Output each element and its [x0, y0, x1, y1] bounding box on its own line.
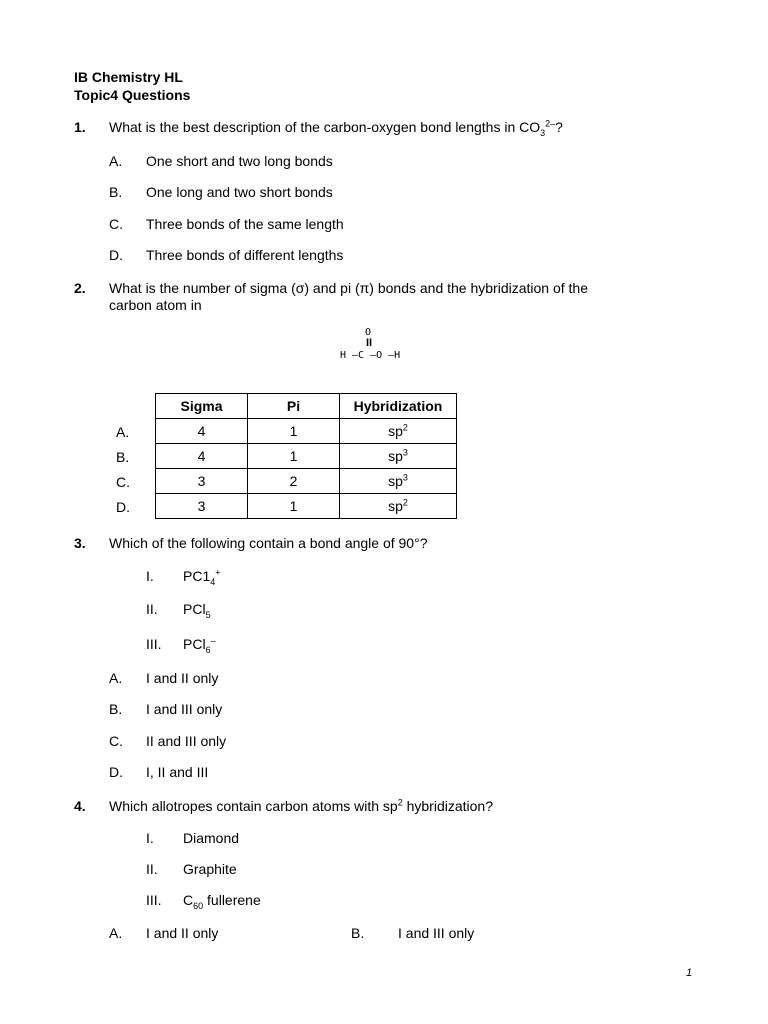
q4-option-letter: A. [109, 925, 123, 941]
formula-subscript: 60 [193, 900, 204, 911]
formula-superscript: + [215, 567, 221, 578]
formula-superscript: – [210, 635, 216, 646]
question-4-end: hybridization? [402, 798, 493, 814]
q3-option-text: I and III only [146, 701, 223, 717]
hybridization-cell [340, 469, 457, 494]
table-row-letter: C. [116, 474, 130, 490]
formula-base: PC1 [183, 568, 211, 584]
formula-subscript: 4 [210, 576, 216, 587]
hybridization-cell [340, 444, 457, 469]
question-4-number: 4. [74, 798, 86, 814]
question-2-number: 2. [74, 280, 86, 296]
table-row [156, 419, 457, 444]
hybridization-cell [340, 494, 457, 519]
hybridization-cell [340, 419, 457, 444]
formula-base: PCl [183, 601, 206, 617]
q1-option-text: One short and two long bonds [146, 153, 333, 169]
q4-option-letter: B. [351, 925, 365, 941]
q3-option-letter: C. [109, 733, 123, 749]
q1-option-letter: B. [109, 184, 123, 200]
hybridization-superscript: 2 [402, 422, 408, 433]
hybridization-superscript: 2 [402, 497, 408, 508]
q3-item-roman: I. [146, 568, 154, 584]
q3-option-text: I, II and III [146, 764, 209, 780]
document-title: IB Chemistry HL [74, 69, 183, 85]
table-row-letter: B. [116, 449, 130, 465]
hybridization-base: sp [388, 473, 403, 489]
question-3-number: 3. [74, 535, 86, 551]
hybridization-base: sp [388, 448, 403, 464]
bonding-options-table [155, 393, 457, 519]
question-1-end: ? [555, 119, 563, 135]
table-row-letter: D. [116, 499, 130, 515]
question-2-text-line1: What is the number of sigma (σ) and pi (π) bonds and the hybridization of the [109, 280, 588, 296]
q4-option-text: I and II only [146, 925, 219, 941]
question-1-stem: What is the best description of the carbon-oxygen bond lengths in CO [109, 119, 541, 135]
question-4-superscript: 2 [397, 797, 403, 808]
table-header-row [156, 394, 457, 419]
formula-base: PCl [183, 636, 206, 652]
formula-subscript: 6 [205, 644, 211, 655]
sigma-cell: 3 [156, 469, 248, 494]
formula-suffix: fullerene [203, 892, 261, 908]
question-2-text-line2: carbon atom in [109, 297, 202, 313]
q4-item-roman: III. [146, 892, 162, 908]
pi-cell: 1 [248, 494, 340, 519]
q3-option-text: I and II only [146, 670, 219, 686]
pi-cell: 2 [248, 469, 340, 494]
table-row [156, 444, 457, 469]
page-number: 1 [686, 967, 693, 979]
molecule-main-chain: H —C —O —H [340, 350, 401, 361]
q1-option-text: Three bonds of the same length [146, 216, 344, 232]
sigma-cell: 4 [156, 419, 248, 444]
pi-cell: 1 [248, 444, 340, 469]
sigma-cell: 3 [156, 494, 248, 519]
q3-option-letter: A. [109, 670, 123, 686]
table-header-hybridization: Hybridization [340, 394, 457, 419]
q3-item-formula [183, 601, 211, 620]
q1-option-text: Three bonds of different lengths [146, 247, 344, 263]
question-1-subscript: 3 [540, 127, 546, 138]
molecule-top-oxygen: O [365, 327, 372, 338]
question-4-stem: Which allotropes contain carbon atoms with sp [109, 798, 398, 814]
molecule-double-bond: II [366, 337, 373, 349]
formula-subscript: 5 [205, 609, 211, 620]
formula-base: C [183, 892, 194, 908]
q3-option-letter: D. [109, 764, 123, 780]
pi-cell: 1 [248, 419, 340, 444]
q1-option-text: One long and two short bonds [146, 184, 333, 200]
table-header-pi: Pi [248, 394, 340, 419]
table-header-sigma: Sigma [156, 394, 248, 419]
hybridization-base: sp [388, 498, 403, 514]
hybridization-base: sp [388, 423, 403, 439]
q3-item-formula [183, 635, 216, 655]
q4-item-text: Diamond [183, 830, 240, 846]
table-row-letter: A. [116, 424, 130, 440]
table-row [156, 494, 457, 519]
q3-item-roman: III. [146, 636, 162, 652]
q4-option-text: I and III only [398, 925, 475, 941]
document-subtitle: Topic4 Questions [74, 87, 191, 103]
hybridization-superscript: 3 [402, 447, 408, 458]
q1-option-letter: D. [109, 247, 123, 263]
question-1-superscript: 2– [545, 118, 556, 129]
sigma-cell: 4 [156, 444, 248, 469]
q1-option-letter: C. [109, 216, 123, 232]
question-4-text [109, 798, 493, 814]
q4-item-text [183, 892, 261, 911]
question-1-number: 1. [74, 119, 86, 135]
q3-option-letter: B. [109, 701, 123, 717]
question-1-text [109, 118, 563, 138]
q3-option-text: II and III only [146, 733, 227, 749]
hybridization-superscript: 3 [402, 472, 408, 483]
table-row [156, 469, 457, 494]
q3-item-roman: II. [146, 601, 158, 617]
q4-item-roman: I. [146, 830, 154, 846]
q4-item-roman: II. [146, 861, 158, 877]
q3-item-formula [183, 567, 221, 587]
q1-option-letter: A. [109, 153, 123, 169]
q4-item-text: Graphite [183, 861, 237, 877]
question-3-text: Which of the following contain a bond angle of 90°? [109, 535, 428, 551]
